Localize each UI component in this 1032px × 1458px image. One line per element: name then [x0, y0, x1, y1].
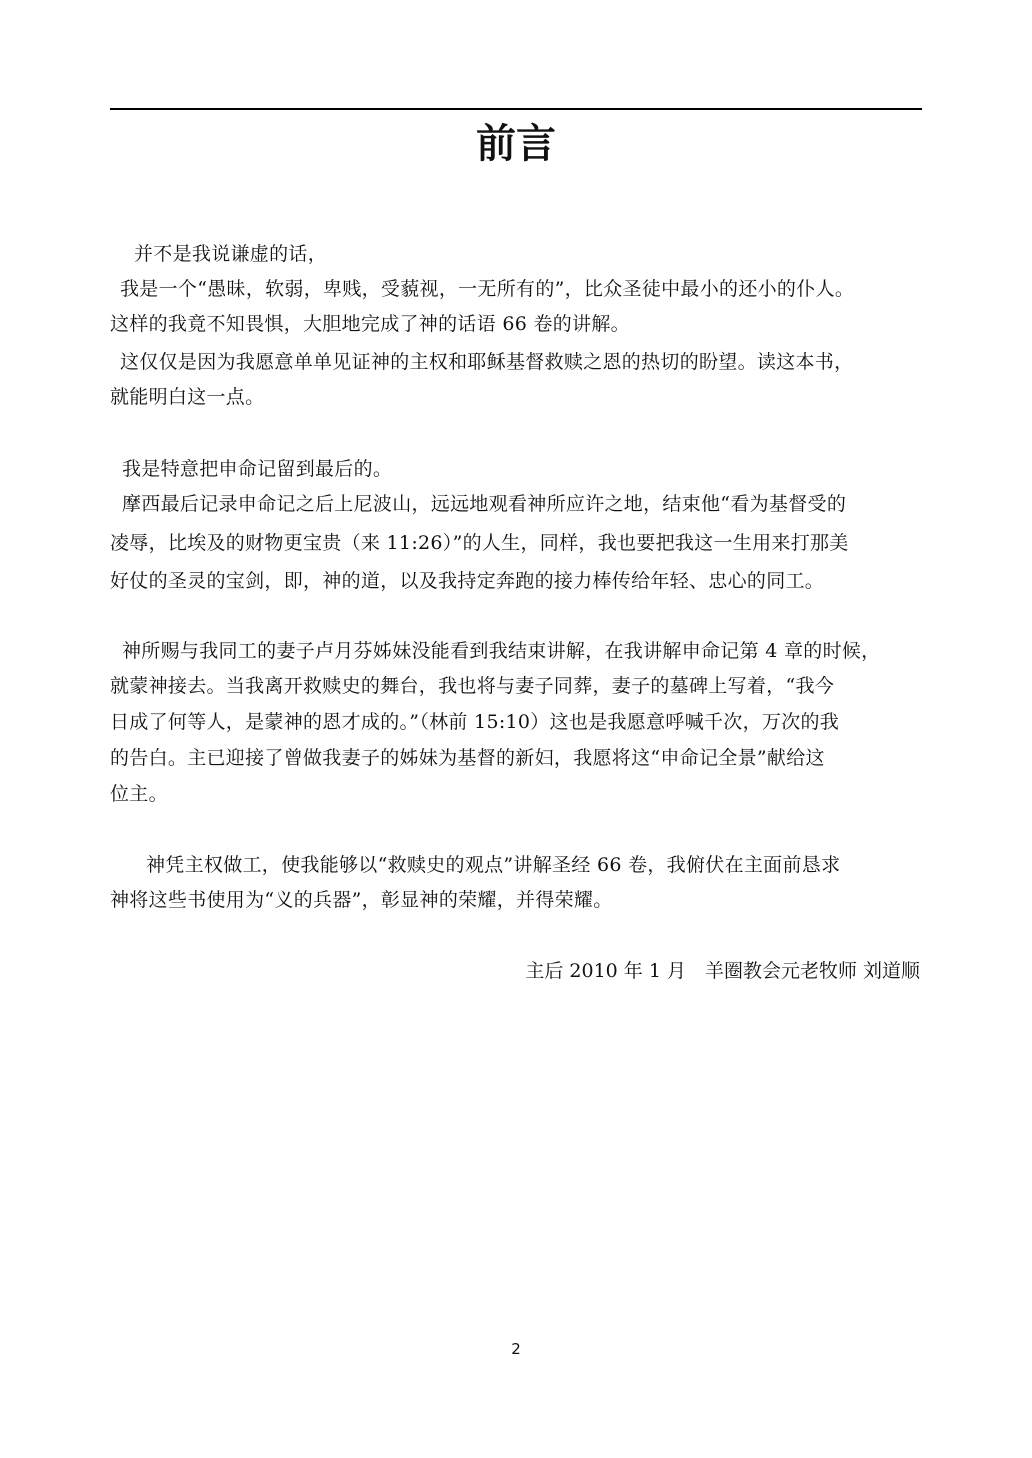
text-line: 凌辱，比埃及的财物更宝贵（来 11:26）”的人生，同样，我也要把我这一生用来打那美	[110, 532, 849, 554]
text-line: 神凭主权做工，使我能够以“救赎史的观点”讲解圣经 66 卷，我俯伏在主面前恳求	[146, 854, 841, 876]
text-line: 位主。	[110, 783, 168, 805]
page-number: 2	[511, 1340, 521, 1358]
text-line: 并不是我说谦虚的话，	[134, 243, 328, 265]
text-line: 日成了何等人，是蒙神的恩才成的。”（林前 15:10）这也是我愿意呼喊千次，万次的我	[110, 711, 840, 733]
text-line: 就能明白这一点。	[110, 386, 265, 408]
text-line: 这仅仅是因为我愿意单单见证神的主权和耶稣基督救赎之恩的热切的盼望。读这本书，	[120, 351, 854, 373]
header-rule	[110, 108, 922, 110]
text-line: 这样的我竟不知畏惧，大胆地完成了神的话语 66 卷的讲解。	[110, 313, 630, 335]
author-signature: 主后 2010 年 1 月 羊圈教会元老牧师 刘道顺	[525, 960, 920, 982]
page-title: 前言	[476, 121, 556, 167]
text-line: 神将这些书使用为“义的兵器”，彰显神的荣耀，并得荣耀。	[110, 889, 613, 911]
text-line: 我是特意把申命记留到最后的。	[122, 458, 393, 480]
text-line: 好仗的圣灵的宝剑，即，神的道，以及我持定奔跑的接力棒传给年轻、忠心的同工。	[110, 570, 825, 592]
text-line: 神所赐与我同工的妻子卢月芬姊妹没能看到我结束讲解，在我讲解申命记第 4 章的时候，	[122, 640, 881, 662]
text-line: 的告白。主已迎接了曾做我妻子的姊妹为基督的新妇，我愿将这“申命记全景”献给这	[110, 747, 825, 769]
text-line: 摩西最后记录申命记之后上尼波山，远远地观看神所应许之地，结束他“看为基督受的	[122, 493, 847, 515]
text-line: 就蒙神接去。当我离开救赎史的舞台，我也将与妻子同葬，妻子的墓碑上写着，“我今	[110, 675, 835, 697]
text-line: 我是一个“愚昧，软弱，卑贱，受藐视，一无所有的”，比众圣徒中最小的还小的仆人。	[120, 278, 855, 300]
